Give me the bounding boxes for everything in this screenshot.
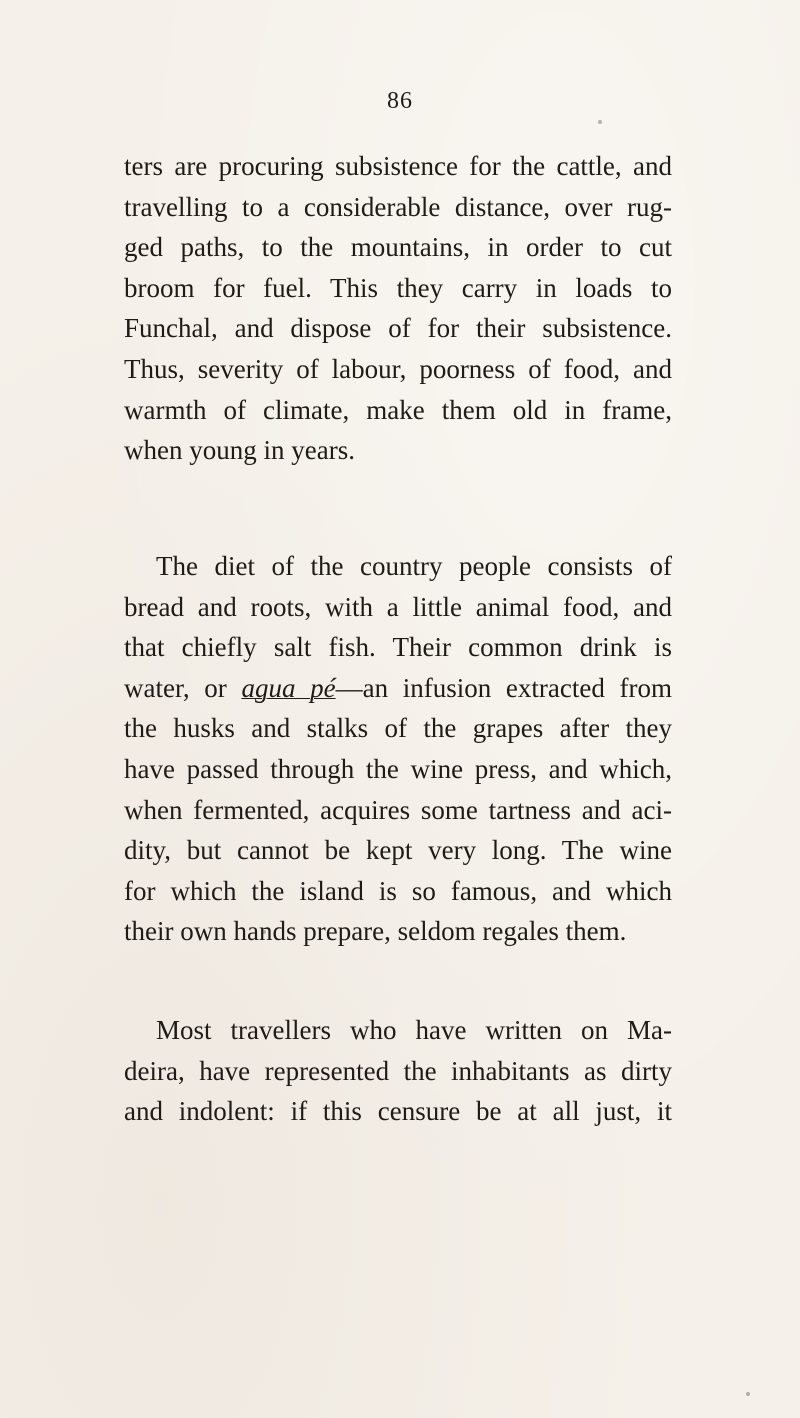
text-line: broom for fuel. This they carry in loads to [124, 272, 672, 303]
text-line: travelling to a considerable distance, over rug- [124, 191, 672, 222]
text-line: Thus, severity of labour, poorness of food, and [124, 353, 672, 384]
text-line-with-italic [124, 668, 672, 709]
text-line: when fermented, acquires some tartness and aci- [124, 794, 672, 825]
text-fragment: water, or [124, 672, 242, 703]
text-line: bread and roots, with a little animal food, and [124, 591, 672, 622]
paragraph-2 [124, 546, 672, 952]
text-line: warmth of climate, make them old in frame, [124, 394, 672, 425]
text-line: their own hands prepare, seldom regales them. [124, 916, 627, 947]
paper-speck [746, 1392, 750, 1396]
paragraph-1 [124, 146, 672, 471]
paper-speck [262, 930, 266, 934]
text-line: for which the island is so famous, and which [124, 875, 672, 906]
text-line: Funchal, and dispose of for their subsistence. [124, 313, 672, 344]
text-line: and indolent: if this censure be at all just, it [124, 1096, 672, 1127]
paragraph-3 [124, 1010, 672, 1132]
text-line: The diet of the country people consists of [156, 551, 672, 581]
text-fragment: —an infusion extracted from [335, 672, 673, 703]
text-line: dity, but cannot be kept very long. The wine [124, 835, 672, 866]
text-line: ters are procuring subsistence for the cattle, and [124, 151, 672, 181]
text-line: the husks and stalks of the grapes after they [124, 713, 672, 744]
italic-term: agua pé [241, 672, 336, 703]
text-line: Most travellers who have written on Ma- [156, 1015, 672, 1045]
text-line: that chiefly salt fish. Their common drink is [124, 632, 672, 663]
text-line: when young in years. [124, 435, 355, 466]
page-number: 86 [387, 88, 413, 114]
text-line: deira, have represented the inhabitants as dirty [124, 1055, 672, 1086]
paper-speck [598, 120, 602, 124]
text-line: have passed through the wine press, and which, [124, 753, 672, 784]
text-line: ged paths, to the mountains, in order to cut [124, 232, 672, 263]
